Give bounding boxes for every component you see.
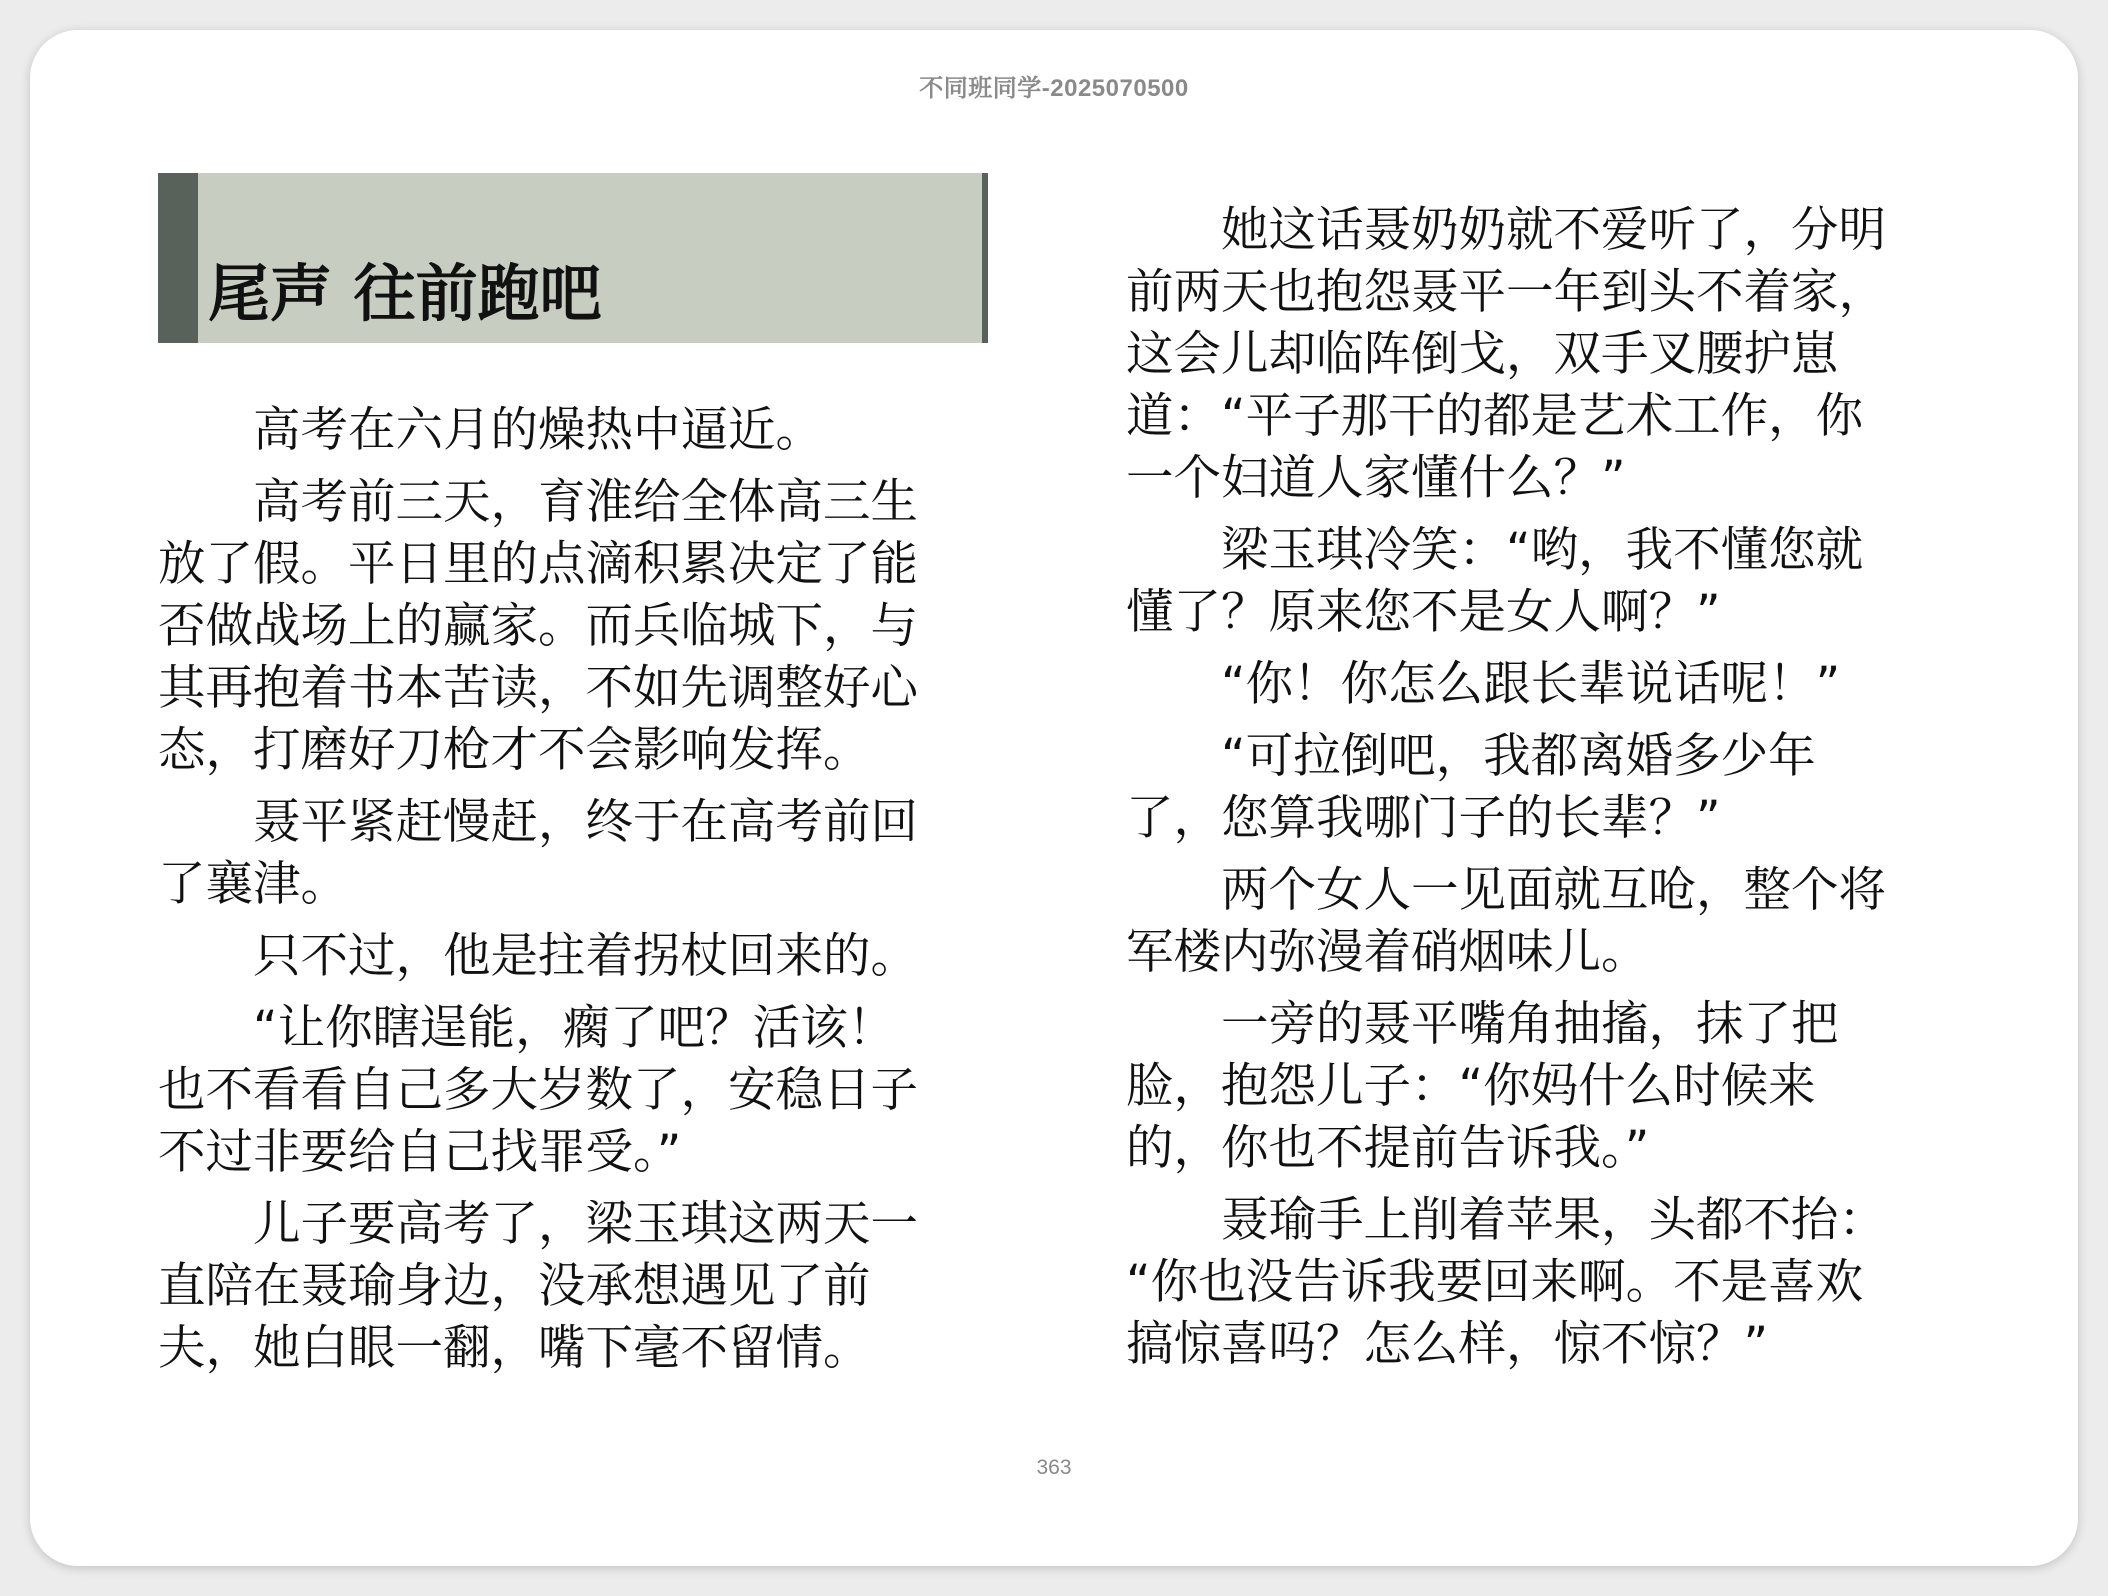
paragraph	[1126, 994, 1971, 1180]
text-line: 搞惊喜吗？怎么样，惊不惊？”	[1126, 1317, 1769, 1372]
paragraph	[1126, 200, 1971, 510]
text-line: 懂了？原来您不是女人啊？”	[1126, 585, 1721, 640]
text-line: 道：“平子那干的都是艺术工作，你	[1126, 389, 1864, 444]
chapter-title: 尾声 往前跑吧	[208, 257, 602, 330]
text-line: “让你瞎逞能，瘸了吧？活该！	[253, 1001, 896, 1056]
paragraph	[1126, 1190, 1971, 1376]
text-line: 一个妇道人家懂什么？”	[1126, 451, 1626, 506]
book-page[interactable]	[30, 30, 2078, 1566]
chapter-heading-right-bar	[982, 173, 988, 343]
left-text-column	[158, 400, 973, 1390]
text-line: 了襄津。	[158, 857, 348, 912]
text-line: “你！你怎么跟长辈说话呢！”	[1221, 657, 1841, 712]
text-line: 儿子要高考了，梁玉琪这两天一	[253, 1197, 918, 1252]
paragraph	[1126, 520, 1971, 644]
text-line: 脸，抱怨儿子：“你妈什么时候来	[1126, 1059, 1816, 1114]
text-line: 这会儿却临阵倒戈，双手叉腰护崽	[1126, 327, 1839, 382]
text-line: 直陪在聂瑜身边，没承想遇见了前	[158, 1259, 871, 1314]
right-text-column	[1126, 200, 1971, 1386]
paragraph	[158, 1194, 973, 1380]
text-line: 两个女人一见面就互呛，整个将	[1221, 863, 1886, 918]
text-line: 放了假。平日里的点滴积累决定了能	[158, 537, 918, 592]
text-line: 的，你也不提前告诉我。”	[1126, 1121, 1650, 1176]
text-line: 聂平紧赶慢赶，终于在高考前回	[253, 795, 918, 850]
paragraph	[1126, 654, 1971, 716]
text-line: 不过非要给自己找罪受。”	[158, 1125, 682, 1180]
chapter-heading-left-bar	[158, 173, 198, 343]
text-line: 高考前三天，育淮给全体高三生	[253, 475, 918, 530]
paragraph	[158, 472, 973, 782]
paragraph	[1126, 860, 1971, 984]
text-line: 了，您算我哪门子的长辈？”	[1126, 791, 1721, 846]
text-line: 聂瑜手上削着苹果，头都不抬：	[1221, 1193, 1886, 1248]
text-line: 否做战场上的赢家。而兵临城下，与	[158, 599, 918, 654]
text-line: 态，打磨好刀枪才不会影响发挥。	[158, 723, 871, 778]
text-line: 一旁的聂平嘴角抽搐，抹了把	[1221, 997, 1839, 1052]
text-line: 前两天也抱怨聂平一年到头不着家，	[1126, 265, 1886, 320]
page-number: 363	[1036, 1456, 1072, 1479]
text-line: 她这话聂奶奶就不爱听了，分明	[1221, 203, 1886, 258]
text-line: 只不过，他是拄着拐杖回来的。	[253, 929, 918, 984]
text-line: 其再抱着书本苦读，不如先调整好心	[158, 661, 918, 716]
paragraph	[158, 792, 973, 916]
text-line: 夫，她白眼一翻，嘴下毫不留情。	[158, 1321, 871, 1376]
paragraph	[158, 998, 973, 1184]
text-line: “你也没告诉我要回来啊。不是喜欢	[1126, 1255, 1864, 1310]
paragraph	[158, 926, 973, 988]
text-line: 军楼内弥漫着硝烟味儿。	[1126, 925, 1649, 980]
text-line: 也不看看自己多大岁数了，安稳日子	[158, 1063, 918, 1118]
text-line: 高考在六月的燥热中逼近。	[253, 403, 823, 458]
chapter-heading-box	[158, 173, 988, 343]
paragraph	[1126, 726, 1971, 850]
text-line: 梁玉琪冷笑：“哟，我不懂您就	[1221, 523, 1864, 578]
paragraph	[158, 400, 973, 462]
text-line: “可拉倒吧，我都离婚多少年	[1221, 729, 1816, 784]
book-title: 不同班同学-2025070500	[919, 75, 1189, 102]
